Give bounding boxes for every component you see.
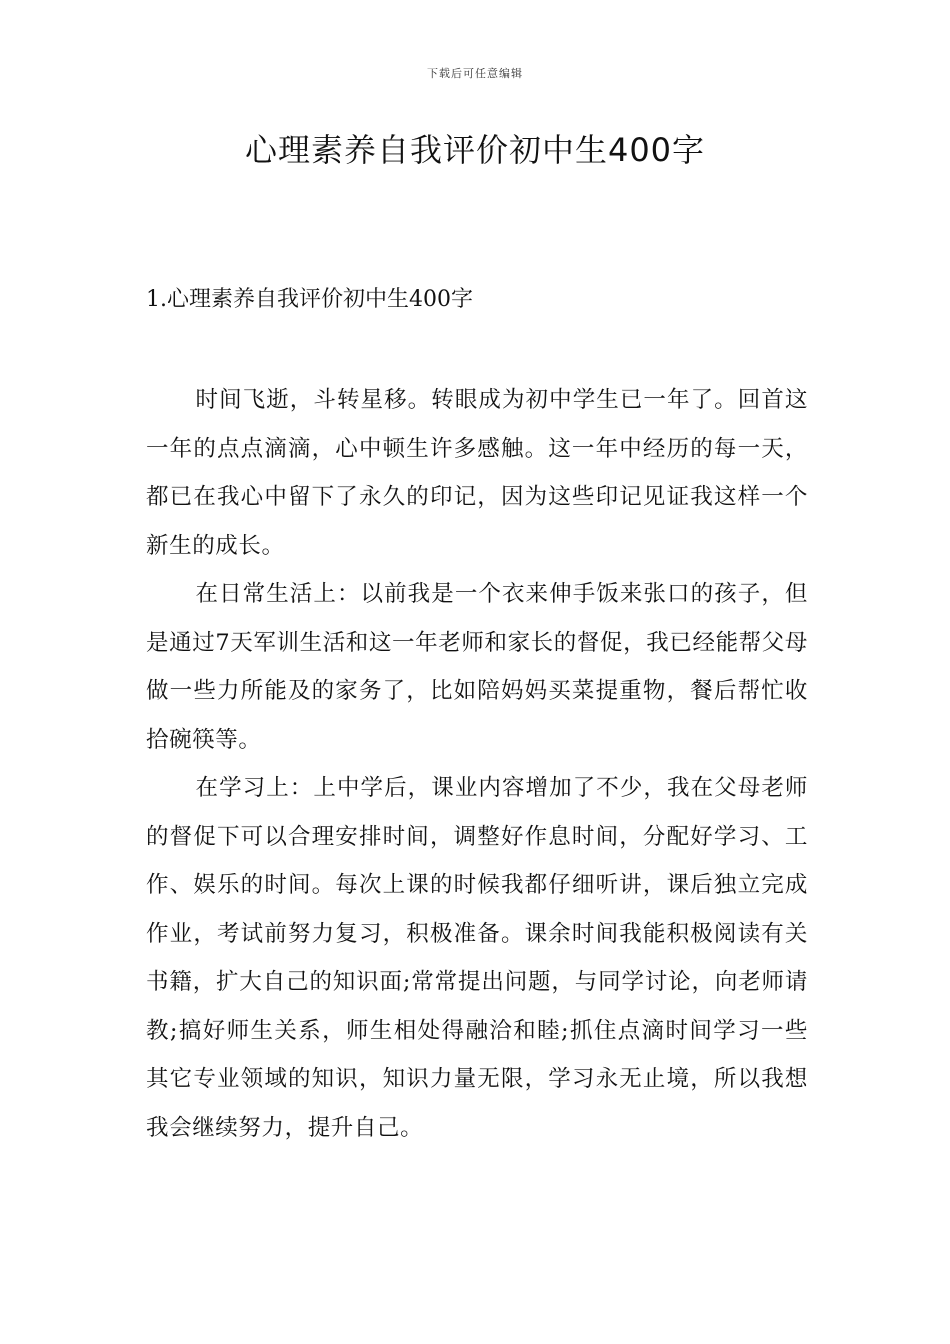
document-body bbox=[146, 376, 808, 1152]
section-heading: 1.心理素养自我评价初中生400字 bbox=[146, 287, 473, 312]
paragraph-daily-life: 在日常生活上：以前我是一个衣来伸手饭来张口的孩子，但是通过7天军训生活和这一年老师和家长的督促，我已经能帮父母做一些力所能及的家务了，比如陪妈妈买菜提重物，餐后帮忙收拾碗筷等。 bbox=[146, 581, 808, 753]
header-note: 下载后可任意编辑 bbox=[427, 67, 523, 80]
page-title: 心理素养自我评价初中生400字 bbox=[244, 131, 706, 169]
paragraph-intro: 时间飞逝，斗转星移。转眼成为初中学生已一年了。回首这一年的点点滴滴，心中顿生许多感触。这一年中经历的每一天，都已在我心中留下了永久的印记，因为这些印记见证我这样一个新生的成长。 bbox=[146, 387, 808, 559]
paragraph-study: 在学习上：上中学后，课业内容增加了不少，我在父母老师的督促下可以合理安排时间，调整好作息时间，分配好学习、工作、娱乐的时间。每次上课的时候我都仔细听讲，课后独立完成作业，考试前努力复习，积极准备。课余时间我能积极阅读有关书籍，扩大自己的知识面;常常提出问题，与同学讨论，向老师请教;搞好师生关系，师生相处得融洽和睦;抓住点滴时间学习一些其它专业领域的知识，知识力量无限，学习永无止境，所以我想我会继续努力，提升自己。 bbox=[146, 775, 808, 1141]
